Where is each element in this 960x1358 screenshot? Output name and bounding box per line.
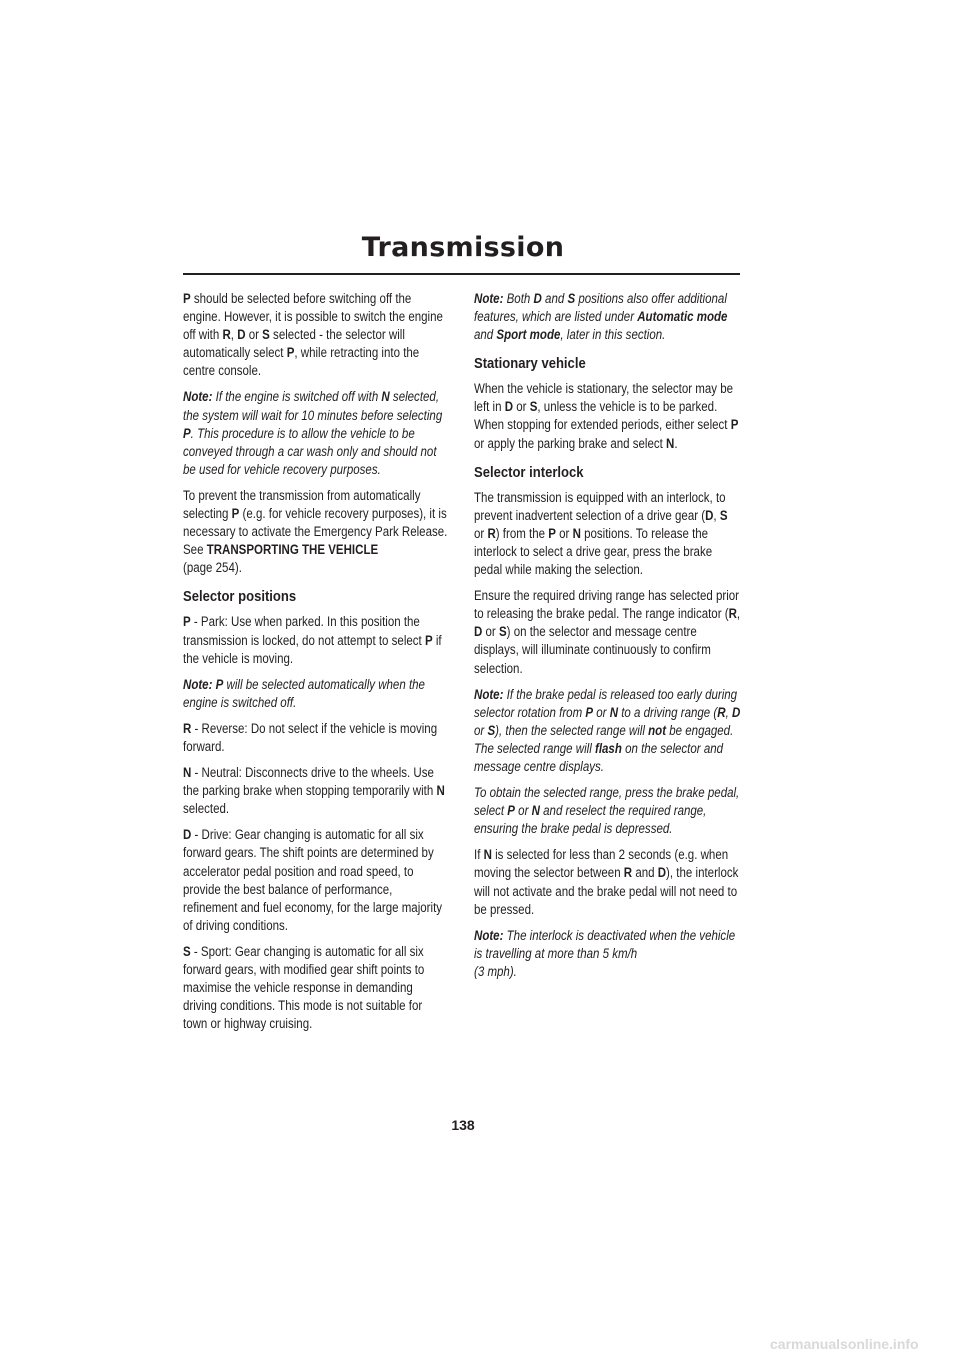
header-rule [183,273,740,275]
note-paragraph: Note: If the engine is switched off with N selected, the system will wait for 10 minutes before selecting P. This procedure is to allow the vehicle to be conveyed through a car wash only and should not be used for vehicle recovery purposes. [183,389,443,477]
paragraph: D - Drive: Gear changing is automatic for all six forward gears. The shift points are determined by accelerator pedal position and road speed, to provide the best balance of performance, refinement and fuel economy, for the large majority of driving conditions. [183,827,443,933]
paragraph: S - Sport: Gear changing is automatic for all six forward gears, with modified gear shift points to maximise the vehicle response in demanding driving conditions. This mode is not suitable for town or highway cruising. [183,943,425,1032]
paragraph: Ensure the required driving range has selected prior to releasing the brake pedal. The range indicator (R, D or S) on the selector and message centre displays, will illuminate continuously to confirm selection. [474,588,741,676]
note-paragraph: Note: The interlock is deactivated when the vehicle is travelling at more than 5 km/h (3 mph). [474,927,736,979]
right-column [474,290,740,989]
paragraph: R - Reverse: Do not select if the vehicle is moving forward. [183,720,438,754]
note-paragraph: To obtain the selected range, press the brake pedal, select P or N and reselect the required range, ensuring the brake pedal is depressed. [474,785,740,837]
paragraph: P should be selected before switching off the engine. However, it is possible to switch the engine off with R, D or S selected - the selector will automatically select P, while retracting into the centre console. [183,291,443,379]
note-paragraph: Note: Both D and S positions also offer additional features, which are listed under Automatic mode and Sport mode, later in this section. [474,291,728,343]
page-number: 138 [451,1117,475,1133]
paragraph: To prevent the transmission from automatically selecting P (e.g. for vehicle recovery purposes), it is necessary to activate the Emergency Park Release. See TRANSPORTING THE VEHICLE (page 254). [183,487,448,576]
paragraph: When the vehicle is stationary, the selector may be left in D or S, unless the vehicle is to be parked. When stopping for extended periods, either select P or apply the parking brake and select N. [474,381,739,451]
left-column [183,290,449,1041]
note-paragraph: Note: P will be selected automatically when the engine is switched off. [183,676,425,710]
watermark: carmanualsonline.info [770,1336,919,1352]
paragraph: If N is selected for less than 2 seconds (e.g. when moving the selector between R and D), the interlock will not activate and the brake pedal will not need to be pressed. [474,847,739,917]
paragraph: P - Park: Use when parked. In this position the transmission is locked, do not attempt to select P if the vehicle is moving. [183,614,442,666]
page-title: Transmission [361,232,565,263]
section-heading: Selector positions [183,589,297,606]
section-heading: Stationary vehicle [474,356,586,373]
note-paragraph: Note: If the brake pedal is released too early during selector rotation from P or N to a driving range (R, D or S), then the selected range will not be engaged. The selected range will flash on the selector and message centre displays. [474,686,741,774]
paragraph: The transmission is equipped with an interlock, to prevent inadvertent selection of a drive gear (D, S or R) from the P or N positions. To release the interlock to select a drive gear, press the brake pedal while making the selection. [474,489,728,578]
paragraph: N - Neutral: Disconnects drive to the wheels. Use the parking brake when stopping temporarily with N selected. [183,765,445,817]
section-heading: Selector interlock [474,464,584,481]
